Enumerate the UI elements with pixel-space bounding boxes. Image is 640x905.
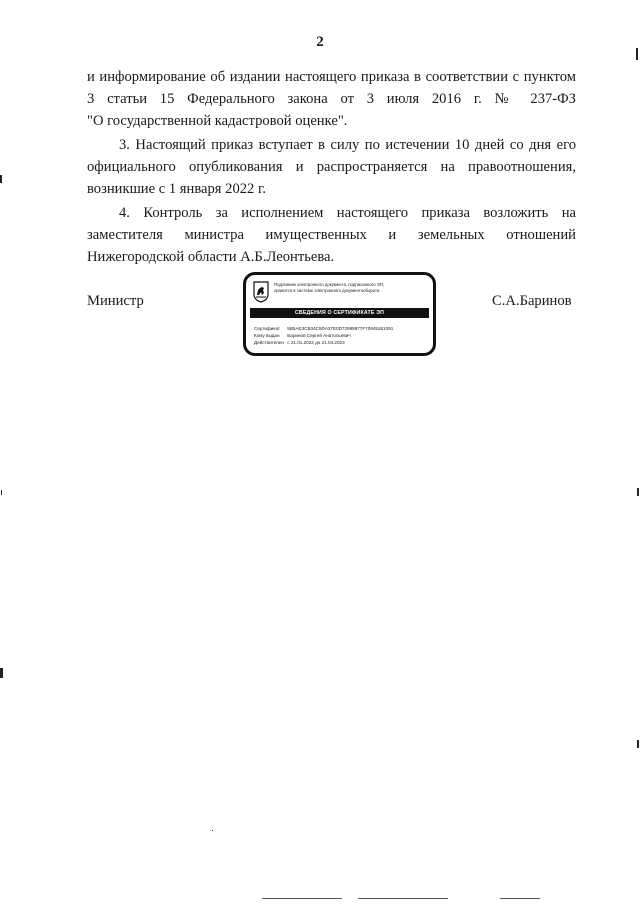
stamp-header-line-1: Подлинник электронного документа, подписанного ЭП, [274,282,385,287]
signatory-name: С.А.Баринов [492,293,572,309]
certificate-value: 5B5AE3CB34C5DA37E0D72998977F70945261091 [287,326,394,331]
scan-mark-right-3 [637,740,639,748]
certificate-label: Сертификат [254,326,281,331]
issued-to-label: Кому выдан [254,333,280,338]
page-number: 2 [316,34,324,50]
issued-to-value: Баринов Сергей Анатольевич [287,333,351,338]
electronic-signature-stamp [243,272,436,356]
bottom-rule-1 [262,898,342,899]
paragraph-3-line-3: возникшие с 1 января 2022 г. [87,181,266,197]
valid-label: Действителен [254,340,284,345]
scan-mark-right-1 [636,48,638,60]
signatory-position: Министр [87,293,144,309]
stamp-row-certificate [254,325,432,332]
paragraph-2-line-3: "О государственной кадастровой оценке". [87,113,348,129]
paragraph-2-line-1: и информирование об издании настоящего приказа в соответствии с пунктом [87,69,576,85]
scan-mark-left-3 [0,668,3,678]
order-text [87,66,576,268]
scan-mark-left-1 [0,175,2,183]
bottom-rule-2 [358,898,448,899]
bottom-rule-3 [500,898,540,899]
stamp-header-line-2: хранится в системе электронного документооборота [274,288,380,293]
stamp-certificate-details [254,325,432,346]
paragraph-4-line-3: Нижегородской области А.Б.Леонтьева. [87,249,335,265]
paragraph-4-line-1: 4. Контроль за исполнением настоящего приказа возложить на [119,205,576,221]
stamp-header [274,282,430,294]
scan-mark-right-2 [637,488,639,496]
stamp-row-issued-to [254,332,432,339]
scan-speck [212,830,213,831]
coat-of-arms-icon [253,281,269,303]
valid-value: с 21.01.2022 до 21.04.2023 [287,340,345,345]
paragraph-4-line-2: заместителя министра имущественных и земельных отношений [87,227,576,243]
paragraph-3-line-2: официального опубликования и распространяется на правоотношения, [87,159,576,175]
stamp-row-validity [254,339,432,346]
scan-mark-left-2 [1,490,2,495]
paragraph-2-line-2: 3 статьи 15 Федерального закона от 3 июля 2016 г. № 237-ФЗ [87,91,576,107]
paragraph-3-line-1: 3. Настоящий приказ вступает в силу по истечении 10 дней со дня его [119,137,576,153]
stamp-certificate-title: СВЕДЕНИЯ О СЕРТИФИКАТЕ ЭП [250,308,429,318]
